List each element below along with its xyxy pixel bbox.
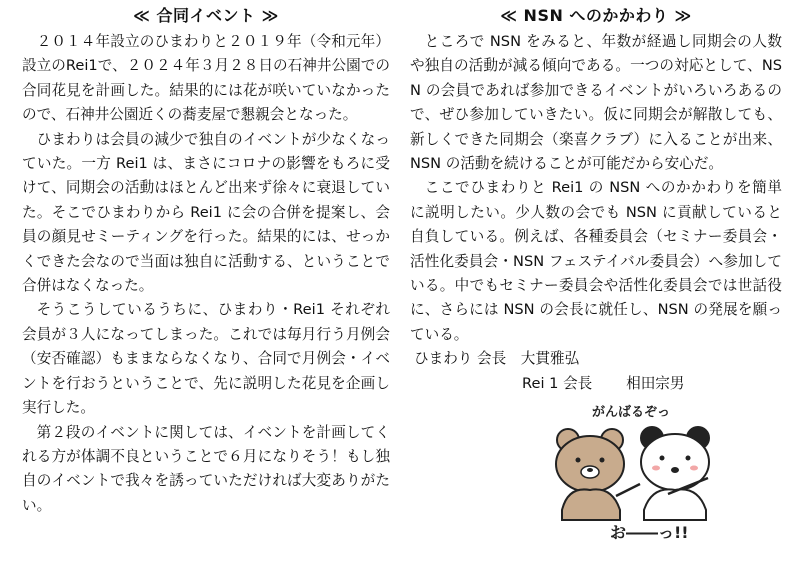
brown-bear-icon: [556, 429, 624, 520]
paragraph: ２０１４年設立のひまわりと２０１９年（令和元年）設立のRei1で、２０２４年３月２８日の石神井公園での合同花見を計画した。結果的には花が咲いていなかったので、石神井公園近くの蕎麦屋で懇親会となった。: [22, 33, 390, 124]
section-heading-nsn: ≪ NSN へのかかわり ≫: [500, 6, 692, 25]
left-column: [22, 4, 390, 518]
signature-himawari: ひまわり 会長 大貫雅弘: [414, 350, 580, 368]
paragraph: 第２段のイベントに関しては、イベントを計画してくれる方が体調不良ということで６月になりそう！もし独自のイベントで我々を誘っていただければ大変ありがたい。: [22, 423, 390, 514]
section-heading-joint-event: ≪ 合同イベント ≫: [133, 6, 279, 25]
paragraph: ひまわりは会員の減少で独自のイベントが少なくなっていた。一方 Rei1 は、まさにコロナの影響をもろに受けて、同期会の活動はほとんど出来ず徐々に衰退していた。そこでひまわりから Rei1 に会の合併を提案し、会員の顔見せミーティングを行った。結果的には、せっかくできた会なので当面は独自に活動する、ということで合併はなくなった。: [22, 130, 390, 295]
paragraph: そうこうしているうちに、ひまわり・Rei1 それぞれ会員が３人になってしまった。これでは毎月行う月例会（安否確認）もままならなくなり、合同で月例会・イベントを行おうということで、先に説明した花見を企画し実行した。: [22, 301, 390, 417]
right-column: [410, 4, 782, 396]
white-bear-icon: [641, 427, 709, 520]
paragraph: ここでひまわりと Rei1 の NSN へのかかわりを簡単に説明したい。少人数の会でも NSN に貢献していると自負している。例えば、各種委員会（セミナー委員会・活性化委員会・NSN フェステイバル委員会）へ参加している。中でもセミナー委員会や活性化委員会では世話役に、さらには NSN の会長に就任し、NSN の発展を願っている。: [410, 179, 782, 343]
illustration-caption-top: がんばるぞっ: [592, 405, 671, 420]
signature-rei1: Rei 1 会長 相田宗男: [522, 374, 685, 392]
illustration-caption-bottom: お――っ!!: [610, 523, 689, 542]
paragraph: ところで NSN をみると、年数が経過し同期会の人数や独自の活動が減る傾向である。一つの対応として、NSN の会員であれば参加できるイベントがいろいろあるので、ぜひ参加していきたい。仮に同期会が解散しても、新しくできた同期会（楽喜クラブ）に入ることが出来、NSN の活動を続けることが可能だから安心だ。: [410, 33, 782, 173]
two-bears-cheering-icon: [548, 400, 718, 545]
bear-illustration: [548, 400, 718, 545]
